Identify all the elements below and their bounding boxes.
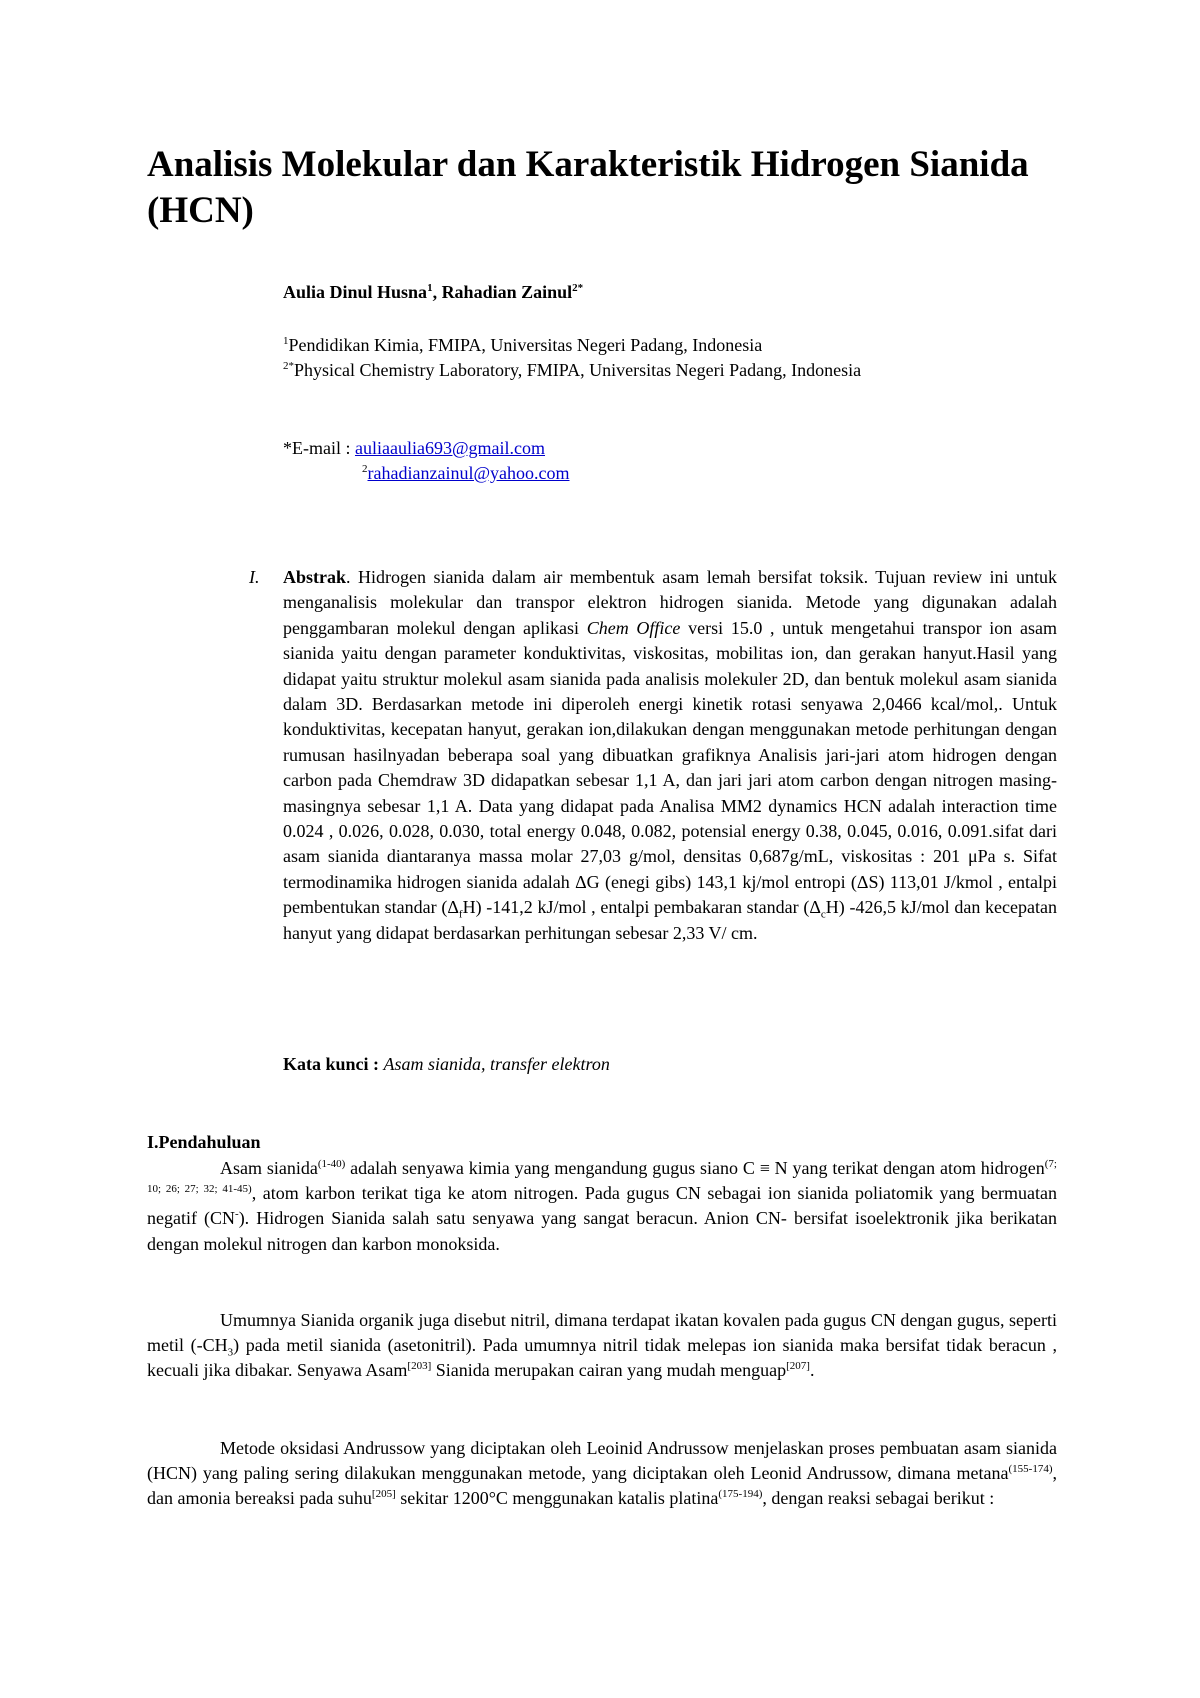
paragraph-segment: Umumnya Sianida organik juga disebut nitril, dimana terdapat ikatan kovalen pada gugus CN dengan gugus, seperti metil (-CH: [147, 1310, 1057, 1356]
abstract-text: [283, 565, 1057, 946]
citation: [207]: [786, 1360, 810, 1373]
superscript: -: [235, 1208, 239, 1221]
author-affiliation-mark: 2*: [572, 282, 584, 294]
affiliation-mark: 1: [283, 335, 289, 347]
abstract-segment: . Hidrogen sianida dalam air membentuk asam lemah bersifat toksik. Tujuan review ini untuk menganalisis molekular dan transpor elektron hidrogen sianida. Metode yang digunakan adalah penggambaran molekul dengan aplikasi: [283, 567, 1057, 638]
author-list: [283, 280, 583, 304]
abstract-segment: H) -141,2 kJ/mol , entalpi pembakaran standar (Δ: [462, 897, 821, 918]
body-paragraph: [147, 1156, 1057, 1257]
affiliation-mark: 2*: [283, 360, 294, 372]
email-link[interactable]: auliaaulia693@gmail.com: [354, 438, 546, 458]
author-name: Rahadian Zainul: [441, 282, 573, 302]
abstract-segment: versi 15.0 , untuk mengetahui transpor ion asam sianida yaitu dengan parameter konduktivitas, viskositas, mobilitas ion, dan gerakan hanyut.Hasil yang didapat yaitu struktur molekul asam sianida pada analisis molekuler 2D, dan bentuk molekul asam sianida dalam 3D. Berdasarkan metode ini diperoleh energi kinetik rotasi senyawa 2,0466 kcal/mol,. Untuk konduktivitas, kecepatan hanyut, gerakan ion,dilakukan dengan menggunakan metode perhitungan dengan rumusan hasilnyadan beberapa soal yang dibuatkan grafiknya Analisis jari-jari atom hidrogen dengan carbon pada Chemdraw 3D didapatkan sebesar 1,1 A, dan jari jari atom carbon dengan nitrogen masing-masingnya sebesar 1,1 A. Data yang didapat pada Analisa MM2 dynamics HCN adalah interaction time 0.024 , 0.026, 0.028, 0.030, total energy 0.048, 0.082, potensial energy 0.38, 0.045, 0.016, 0.091.sifat dari asam sianida diantaranya massa molar 27,03 g/mol, densitas 0,687g/mL, viskositas : 201 μPa s. Sifat termodinamika hidrogen sianida adalah ΔG (enegi gibs) 143,1 kj/mol entropi (ΔS) 113,01 J/kmol , entalpi pembentukan standar (Δ: [283, 617, 1057, 918]
email-line: [362, 461, 570, 485]
software-name: Chem Office: [586, 617, 681, 638]
paragraph-segment: Sianida merupakan cairan yang mudah menguap: [431, 1360, 787, 1381]
citation: (7; 10; 26; 27; 32; 41-45): [147, 1158, 1057, 1196]
paragraph-segment: , atom karbon terikat tiga ke atom nitrogen. Pada gugus CN sebagai ion sianida poliatomik yang bermuatan negatif (CN: [147, 1183, 1057, 1229]
paragraph-segment: , dan amonia bereaksi pada suhu: [147, 1463, 1057, 1509]
affiliation-text: Pendidikan Kimia, FMIPA, Universitas Negeri Padang, Indonesia: [288, 335, 763, 355]
email-link[interactable]: rahadianzainul@yahoo.com: [367, 463, 570, 483]
affiliation-line: [283, 333, 762, 357]
email-line: [283, 436, 545, 460]
citation: (155-174): [1008, 1463, 1053, 1476]
abstract-label: Abstrak: [283, 567, 347, 587]
affiliation-text: Physical Chemistry Laboratory, FMIPA, Universitas Negeri Padang, Indonesia: [294, 360, 862, 380]
subscript: f: [458, 908, 463, 921]
abstract-number: I.: [249, 567, 260, 587]
paragraph-segment: Metode oksidasi Andrussow yang diciptakan oleh Leoinid Andrussow menjelaskan proses pembuatan asam sianida (HCN) yang paling sering dilakukan menggunakan metode, yang diciptakan oleh Leonid Andrussow, dimana metana: [147, 1438, 1057, 1484]
author-separator: ,: [432, 282, 442, 302]
paragraph-segment: ) pada metil sianida (asetonitril). Pada umumnya nitril tidak melepas ion sianida maka bersifat tidak beracun , kecuali jika dibakar. Senyawa Asam: [147, 1335, 1057, 1381]
paragraph-segment: Asam sianida: [220, 1158, 318, 1178]
paragraph-segment: adalah senyawa kimia yang mengandung gugus siano C ≡ N yang terikat dengan atom hidrogen: [345, 1158, 1045, 1178]
keywords-line: [283, 1052, 610, 1076]
keywords-text: Asam sianida, transfer elektron: [383, 1054, 610, 1074]
body-paragraph: [147, 1308, 1057, 1384]
body-paragraph: [147, 1436, 1057, 1512]
paragraph-segment: , dengan reaksi sebagai berikut :: [762, 1488, 995, 1509]
abstract-segment: H) -426,5 kJ/mol dan kecepatan hanyut yang didapat berdasarkan perhitungan sebesar 2,33 V/ cm.: [283, 897, 1057, 943]
citation: (175-194): [718, 1488, 763, 1501]
paragraph-segment: .: [809, 1360, 815, 1381]
author-name: Aulia Dinul Husna: [283, 282, 428, 302]
citation: [205]: [371, 1488, 396, 1501]
subscript: 3: [227, 1346, 234, 1359]
author-affiliation-mark: 1: [427, 282, 433, 294]
citation: (1-40): [317, 1158, 346, 1170]
paper-title: Analisis Molekular dan Karakteristik Hidrogen Sianida (HCN): [147, 144, 1029, 231]
paragraph-segment: ). Hidrogen Sianida salah satu senyawa yang sangat beracun. Anion CN- bersifat isoelektronik jika berikatan dengan molekul nitrogen dan karbon monoksida.: [147, 1208, 1057, 1254]
email-mark: 2: [362, 463, 368, 475]
citation: [203]: [407, 1360, 432, 1373]
email-label: *E-mail :: [283, 438, 355, 458]
affiliation-line: [283, 358, 861, 382]
keywords-label: Kata kunci :: [283, 1054, 384, 1074]
paragraph-segment: sekitar 1200°C menggunakan katalis platina: [395, 1488, 719, 1509]
subscript: c: [820, 908, 826, 921]
section-heading: I.Pendahuluan: [147, 1132, 261, 1152]
